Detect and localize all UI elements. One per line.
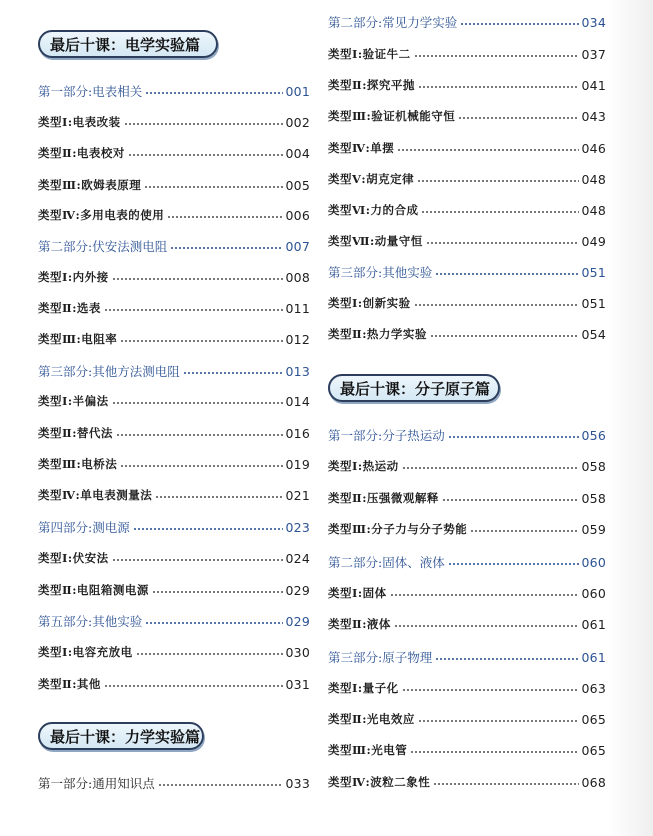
toc-dot-leader xyxy=(433,783,578,785)
toc-page-number: 054 xyxy=(581,326,606,342)
toc-entry-title: 类型Ⅱ:探究平抛 xyxy=(328,78,415,92)
page-edge-shadow xyxy=(607,0,653,836)
toc-entry-title: 类型Ⅴ:胡克定律 xyxy=(328,172,415,186)
toc-entry-title: 第二部分:伏安法测电阻 xyxy=(38,239,168,254)
toc-page-number: 060 xyxy=(581,554,606,570)
toc-type-entry xyxy=(38,547,310,569)
toc-entry-title: 类型Ⅲ:欧姆表原理 xyxy=(38,178,142,192)
toc-dot-leader xyxy=(155,496,282,498)
toc-dot-leader xyxy=(158,784,283,786)
toc-dot-leader xyxy=(144,186,282,188)
toc-entry-title: 类型Ⅲ:电桥法 xyxy=(38,457,118,471)
toc-entry-title: 类型Ⅰ:量子化 xyxy=(328,681,399,695)
toc-type-entry xyxy=(328,455,606,477)
toc-entry-title: 类型Ⅱ:选表 xyxy=(38,301,101,315)
toc-page-number: 060 xyxy=(581,585,606,601)
toc-page-number: 014 xyxy=(285,393,310,409)
toc-entry-title: 类型Ⅰ:半偏法 xyxy=(38,394,109,408)
toc-dot-leader xyxy=(390,594,579,596)
toc-entry-title: 类型Ⅱ:液体 xyxy=(328,617,391,631)
toc-type-entry xyxy=(328,43,606,65)
toc-page-number: 005 xyxy=(285,177,310,193)
toc-page-number: 031 xyxy=(285,676,310,692)
toc-type-entry xyxy=(38,297,310,319)
toc-entry-title: 第四部分:测电源 xyxy=(38,520,130,535)
toc-type-entry xyxy=(328,292,606,314)
toc-entry-title: 类型Ⅰ:内外接 xyxy=(38,270,109,284)
toc-entry-title: 类型Ⅱ:其他 xyxy=(38,677,101,691)
toc-entry-title: 类型Ⅱ:热力学实验 xyxy=(328,327,427,341)
toc-type-entry xyxy=(328,199,606,221)
toc-type-entry xyxy=(38,328,310,350)
section-header-molecular: 最后十课：分子原子篇 xyxy=(328,374,500,402)
toc-page-number: 012 xyxy=(285,331,310,347)
toc-dot-leader xyxy=(414,304,579,306)
toc-page-number: 029 xyxy=(285,613,310,629)
toc-entry-title: 类型Ⅲ:电阻率 xyxy=(38,332,118,346)
toc-dot-leader xyxy=(128,154,283,156)
toc-dot-leader xyxy=(414,55,579,57)
toc-page-number: 019 xyxy=(285,456,310,472)
toc-page-number: 065 xyxy=(581,742,606,758)
toc-page-number: 063 xyxy=(581,680,606,696)
section-header-mechanics: 最后十课：力学实验篇 xyxy=(38,722,204,750)
toc-dot-leader xyxy=(112,559,283,561)
toc-page-number: 065 xyxy=(581,711,606,727)
toc-entry-title: 类型Ⅰ:验证牛二 xyxy=(328,47,411,61)
toc-dot-leader xyxy=(460,23,578,25)
toc-page-number: 056 xyxy=(581,427,606,443)
toc-dot-leader xyxy=(418,720,579,722)
toc-type-entry xyxy=(38,266,310,288)
toc-entry-title: 类型Ⅱ:替代法 xyxy=(38,426,113,440)
toc-dot-leader xyxy=(470,530,578,532)
toc-dot-leader xyxy=(421,211,578,213)
toc-type-entry xyxy=(38,142,310,164)
toc-type-entry xyxy=(328,105,606,127)
toc-entry-title: 第一部分:分子热运动 xyxy=(328,428,445,443)
toc-page-number: 023 xyxy=(285,519,310,535)
toc-page-number: 051 xyxy=(581,264,606,280)
toc-dot-leader xyxy=(418,86,579,88)
toc-page-number: 008 xyxy=(285,269,310,285)
toc-type-entry xyxy=(328,771,606,793)
toc-type-entry xyxy=(38,174,310,196)
toc-page-number: 007 xyxy=(285,238,310,254)
toc-page-number: 001 xyxy=(285,83,310,99)
toc-page-number: 061 xyxy=(581,649,606,665)
toc-part-entry xyxy=(38,772,310,794)
toc-page-number: 068 xyxy=(581,774,606,790)
toc-page-number: 061 xyxy=(581,616,606,632)
toc-page-number: 029 xyxy=(285,582,310,598)
toc-entry-title: 第三部分:原子物理 xyxy=(328,650,433,665)
toc-entry-title: 类型Ⅱ:电阻箱测电源 xyxy=(38,583,149,597)
toc-type-entry xyxy=(328,74,606,96)
toc-type-entry xyxy=(38,673,310,695)
toc-part-entry xyxy=(328,646,606,668)
toc-page-number: 048 xyxy=(581,202,606,218)
toc-page-number: 043 xyxy=(581,108,606,124)
toc-part-entry xyxy=(38,235,310,257)
toc-type-entry xyxy=(38,390,310,412)
toc-entry-title: 类型Ⅳ:单摆 xyxy=(328,141,395,155)
toc-entry-title: 类型Ⅰ:伏安法 xyxy=(38,551,109,565)
toc-type-entry xyxy=(38,422,310,444)
toc-page-number: 013 xyxy=(285,363,310,379)
toc-page-number: 048 xyxy=(581,171,606,187)
toc-dot-leader xyxy=(410,751,578,753)
toc-dot-leader xyxy=(133,528,283,530)
toc-entry-title: 类型Ⅳ:波粒二象性 xyxy=(328,775,431,789)
toc-dot-leader xyxy=(145,622,282,624)
toc-dot-leader xyxy=(435,658,578,660)
toc-type-entry xyxy=(38,111,310,133)
toc-type-entry xyxy=(328,323,606,345)
toc-type-entry xyxy=(328,708,606,730)
toc-dot-leader xyxy=(402,689,579,691)
toc-entry-title: 类型Ⅱ:电表校对 xyxy=(38,146,125,160)
toc-type-entry xyxy=(328,230,606,252)
toc-page-number: 058 xyxy=(581,458,606,474)
toc-page-number: 059 xyxy=(581,521,606,537)
toc-type-entry xyxy=(38,641,310,663)
toc-entry-title: 第二部分:固体、液体 xyxy=(328,555,445,570)
toc-type-entry xyxy=(328,137,606,159)
toc-dot-leader xyxy=(120,340,282,342)
toc-page-number: 021 xyxy=(285,487,310,503)
toc-page-number: 046 xyxy=(581,140,606,156)
toc-type-entry xyxy=(328,613,606,635)
toc-page-number: 041 xyxy=(581,77,606,93)
toc-entry-title: 类型Ⅵ:力的合成 xyxy=(328,203,419,217)
toc-entry-title: 类型Ⅱ:压强微观解释 xyxy=(328,491,439,505)
toc-page-number: 049 xyxy=(581,233,606,249)
toc-entry-title: 类型Ⅳ:多用电表的使用 xyxy=(38,208,165,222)
toc-dot-leader xyxy=(183,372,283,374)
section-header-electric: 最后十课：电学实验篇 xyxy=(38,30,218,58)
toc-part-entry xyxy=(38,360,310,382)
toc-dot-leader xyxy=(458,117,578,119)
toc-page-number: 033 xyxy=(285,775,310,791)
toc-page-number: 024 xyxy=(285,550,310,566)
toc-page-number: 016 xyxy=(285,425,310,441)
toc-part-entry xyxy=(38,610,310,632)
toc-part-entry xyxy=(328,11,606,33)
toc-entry-title: 第三部分:其他实验 xyxy=(328,265,433,280)
toc-entry-title: 第五部分:其他实验 xyxy=(38,614,143,629)
toc-dot-leader xyxy=(170,247,282,249)
toc-type-entry xyxy=(328,518,606,540)
toc-dot-leader xyxy=(104,685,283,687)
toc-page-number: 002 xyxy=(285,114,310,130)
toc-entry-title: 类型Ⅰ:创新实验 xyxy=(328,296,411,310)
toc-dot-leader xyxy=(116,434,283,436)
toc-page-number: 037 xyxy=(581,46,606,62)
toc-entry-title: 第三部分:其他方法测电阻 xyxy=(38,364,180,379)
toc-dot-leader xyxy=(104,309,283,311)
toc-page-number: 051 xyxy=(581,295,606,311)
toc-entry-title: 类型Ⅳ:单电表测量法 xyxy=(38,488,153,502)
toc-type-entry xyxy=(328,739,606,761)
toc-page-number: 058 xyxy=(581,490,606,506)
toc-page-number: 011 xyxy=(285,300,310,316)
toc-type-entry xyxy=(38,204,310,226)
toc-dot-leader xyxy=(112,402,283,404)
toc-part-entry xyxy=(328,424,606,446)
toc-part-entry xyxy=(38,516,310,538)
toc-dot-leader xyxy=(402,467,579,469)
toc-entry-title: 类型Ⅲ:验证机械能守恒 xyxy=(328,109,456,123)
toc-dot-leader xyxy=(124,123,283,125)
toc-page-number: 030 xyxy=(285,644,310,660)
toc-entry-title: 类型Ⅰ:电容充放电 xyxy=(38,645,133,659)
toc-dot-leader xyxy=(435,273,578,275)
toc-type-entry xyxy=(328,168,606,190)
toc-dot-leader xyxy=(430,335,579,337)
toc-entry-title: 类型Ⅲ:光电管 xyxy=(328,743,408,757)
toc-page-number: 004 xyxy=(285,145,310,161)
toc-dot-leader xyxy=(442,499,579,501)
toc-entry-title: 类型Ⅰ:电表改装 xyxy=(38,115,121,129)
toc-dot-leader xyxy=(112,278,283,280)
toc-dot-leader xyxy=(152,591,283,593)
toc-entry-title: 类型Ⅰ:固体 xyxy=(328,586,387,600)
toc-page-number: 006 xyxy=(285,207,310,223)
toc-page-number: 034 xyxy=(581,14,606,30)
toc-dot-leader xyxy=(167,216,282,218)
toc-entry-title: 第二部分:常见力学实验 xyxy=(328,15,458,30)
toc-type-entry xyxy=(328,677,606,699)
toc-dot-leader xyxy=(145,92,282,94)
toc-entry-title: 类型Ⅶ:动量守恒 xyxy=(328,234,423,248)
toc-entry-title: 类型Ⅰ:热运动 xyxy=(328,459,399,473)
toc-type-entry xyxy=(38,579,310,601)
toc-dot-leader xyxy=(120,465,282,467)
toc-entry-title: 第一部分:通用知识点 xyxy=(38,776,155,791)
toc-type-entry xyxy=(328,487,606,509)
toc-entry-title: 类型Ⅱ:光电效应 xyxy=(328,712,415,726)
toc-type-entry xyxy=(38,484,310,506)
toc-dot-leader xyxy=(426,242,579,244)
toc-entry-title: 第一部分:电表相关 xyxy=(38,84,143,99)
toc-entry-title: 类型Ⅲ:分子力与分子势能 xyxy=(328,522,468,536)
toc-type-entry xyxy=(328,582,606,604)
toc-type-entry xyxy=(38,453,310,475)
toc-dot-leader xyxy=(448,436,579,438)
toc-part-entry xyxy=(38,80,310,102)
toc-dot-leader xyxy=(417,180,578,182)
toc-dot-leader xyxy=(394,625,579,627)
toc-part-entry xyxy=(328,261,606,283)
toc-dot-leader xyxy=(448,563,579,565)
toc-dot-leader xyxy=(136,653,283,655)
toc-dot-leader xyxy=(397,149,578,151)
toc-part-entry xyxy=(328,551,606,573)
